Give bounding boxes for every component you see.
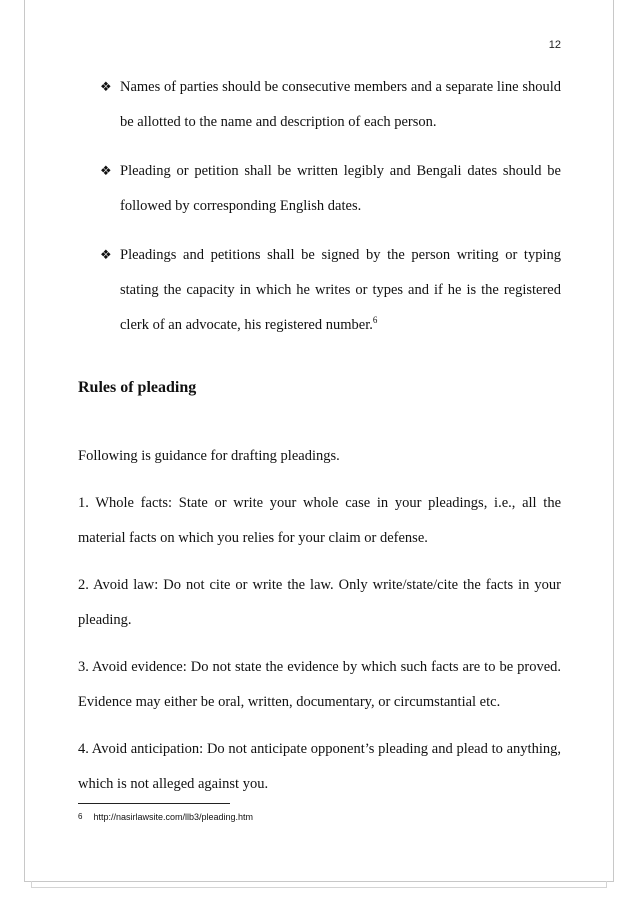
page-content [78,70,561,802]
bullet-text: Names of parties should be consecutive members and a separate line should be allotted to the name and description of each person. [120,79,561,130]
list-item [78,238,561,343]
rule-paragraph: 4. Avoid anticipation: Do not anticipate opponent’s pleading and plead to anything, which is not alleged against you. [78,741,561,792]
footnote-separator [78,803,230,804]
footnote-reference[interactable]: 6 [372,315,378,326]
footnote-mark: 6 [78,812,83,821]
page-number: 12 [548,39,561,51]
intro-paragraph: Following is guidance for drafting pleadings. [78,448,340,464]
diamond-bullet-icon: ❖ [100,248,112,263]
diamond-bullet-icon: ❖ [100,164,112,179]
bullet-text: Pleadings and petitions shall be signed by the person writing or typing stating the capacity in which he writes or types and if he is the registered clerk of an advocate, his registered number. [120,247,561,333]
rule-paragraph: 3. Avoid evidence: Do not state the evidence by which such facts are to be proved. Evidence may either be oral, written, documentary, or circumstantial etc. [78,659,561,710]
rule-paragraph: 1. Whole facts: State or write your whole case in your pleadings, i.e., all the material facts on which you relies for your claim or defense. [78,495,561,546]
bullet-list [78,70,561,343]
list-item [78,154,561,224]
rule-paragraph: 2. Avoid law: Do not cite or write the law. Only write/state/cite the facts in your pleading. [78,577,561,628]
bullet-text: Pleading or petition shall be written legibly and Bengali dates should be followed by corresponding English dates. [120,163,561,214]
list-item [78,70,561,140]
section-heading: Rules of pleading [78,379,197,396]
diamond-bullet-icon: ❖ [100,80,112,95]
footnote [78,812,253,822]
footnote-link[interactable]: http://nasirlawsite.com/llb3/pleading.htm [93,812,254,822]
